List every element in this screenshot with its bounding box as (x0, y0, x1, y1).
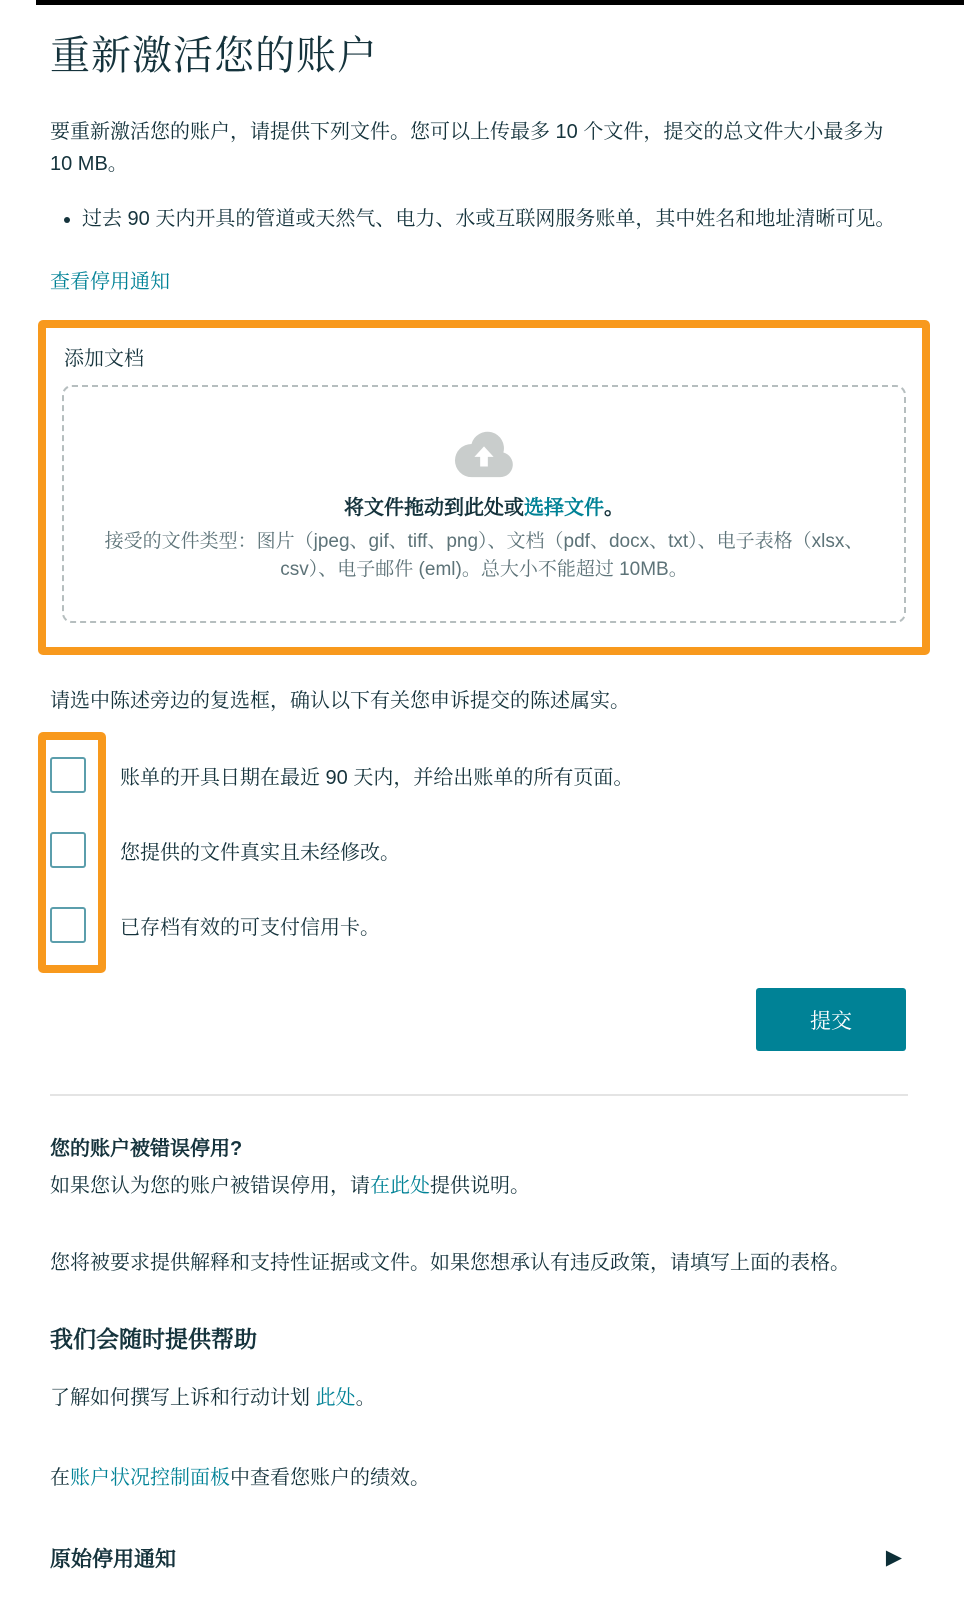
help-line2-prefix: 在 (50, 1467, 70, 1490)
wrong-deactivation-heading: 您的账户被错误停用? (50, 1138, 243, 1161)
drag-text: 将文件拖动到此处或 (344, 496, 524, 519)
appeal-guide-here-link[interactable]: 此处 (315, 1386, 356, 1409)
confirmation-intro: 请选中陈述旁边的复选框，确认以下有关您申诉提交的陈述属实。 (50, 689, 630, 712)
checkbox-authentic-docs[interactable] (50, 832, 86, 868)
checkbox-label-bill-date: 账单的开具日期在最近 90 天内，并给出账单的所有页面。 (120, 766, 634, 789)
expand-arrow-icon[interactable]: ▶ (885, 1546, 902, 1570)
help-line2 (50, 1462, 908, 1494)
upload-section-highlight (38, 320, 930, 655)
dropzone-instruction (94, 491, 874, 520)
help-heading: 我们会随时提供帮助 (50, 1325, 257, 1352)
file-dropzone[interactable] (62, 385, 906, 623)
wrong-deactivation-line2: 您将被要求提供解释和支持性证据或文件。如果您想承认有违反政策，请填写上面的表格。 (50, 1251, 850, 1274)
checkbox-label-credit-card: 已存档有效的可支付信用卡。 (120, 916, 380, 939)
help-line2-suffix: 中查看您账户的绩效。 (230, 1467, 430, 1490)
view-deactivation-notice-link[interactable]: 查看停用通知 (50, 270, 170, 293)
original-notice-row (50, 1543, 908, 1573)
section-divider (50, 1094, 908, 1096)
checkbox-row-bill-date (50, 757, 908, 793)
required-document-item: • 过去 90 天内开具的管道或天然气、电力、水或互联网服务账单，其中姓名和地址清晰可见。 (82, 203, 908, 235)
wrong-deactivation-line1-suffix: 提供说明。 (430, 1175, 530, 1198)
original-notice-heading: 原始停用通知 (50, 1547, 176, 1571)
wrong-deactivation-line1-prefix: 如果您认为您的账户被错误停用，请 (50, 1175, 370, 1198)
page-title: 重新激活您的账户 (50, 34, 378, 78)
checkbox-bill-date[interactable] (50, 757, 86, 793)
upload-section-label: 添加文档 (64, 347, 144, 370)
help-line1-prefix: 了解如何撰写上诉和行动计划 (50, 1386, 316, 1409)
checkbox-credit-card[interactable] (50, 907, 86, 943)
upload-cloud-icon (94, 431, 874, 479)
required-documents-list (50, 203, 908, 235)
drag-text-suffix: 。 (604, 496, 624, 519)
accepted-file-types-text: 接受的文件类型：图片（jpeg、gif、tiff、png）、文档（pdf、docx、txt）、电子表格（xlsx、csv）、电子邮件 (eml)。总大小不能超过 10MB。 (104, 530, 864, 581)
checkbox-row-credit-card (50, 907, 908, 943)
choose-files-link[interactable]: 选择文件 (524, 496, 604, 519)
wrong-deactivation-line1 (50, 1170, 908, 1202)
submit-button[interactable]: 提交 (756, 988, 906, 1051)
explain-here-link[interactable]: 在此处 (370, 1175, 430, 1198)
intro-paragraph: 要重新激活您的账户，请提供下列文件。您可以上传最多 10 个文件，提交的总文件大小最多为 10 MB。 (50, 121, 884, 176)
checkbox-row-authentic-docs (50, 832, 908, 868)
confirmation-checkbox-group (50, 757, 908, 943)
help-line1 (50, 1382, 908, 1414)
checkbox-label-authentic-docs: 您提供的文件真实且未经修改。 (120, 841, 400, 864)
submit-row (50, 988, 908, 1051)
window-top-edge (36, 0, 964, 5)
account-health-dashboard-link[interactable]: 账户状况控制面板 (70, 1467, 230, 1490)
help-line1-suffix: 。 (355, 1386, 376, 1409)
